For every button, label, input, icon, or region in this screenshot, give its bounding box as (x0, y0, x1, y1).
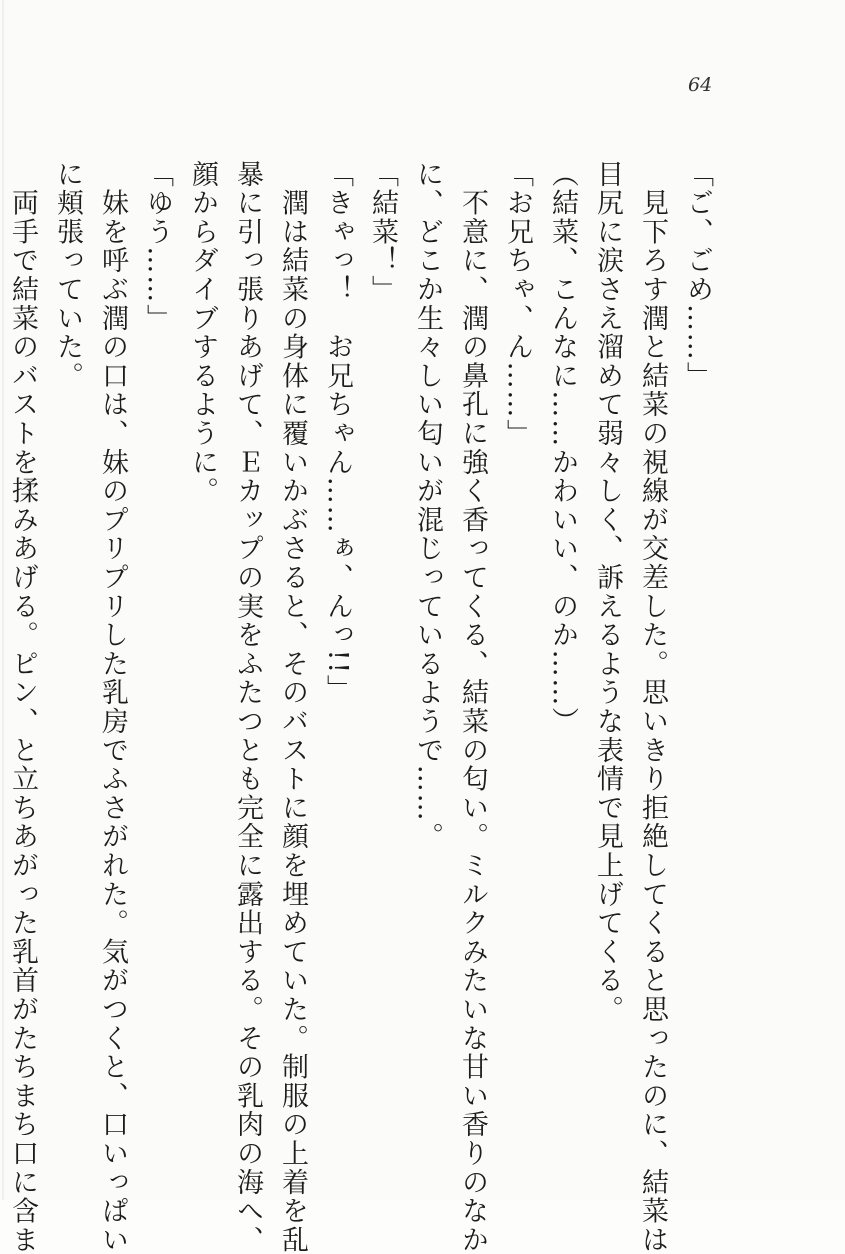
text-line: 「お兄ちゃ、ん……」 (502, 160, 533, 448)
text-line: 不意に、潤の鼻孔に強く香ってくる、結菜の匂い。ミルクみたいな甘い香りのなか (457, 160, 488, 1254)
text-line: 顔からダイブするように。 (187, 160, 218, 506)
vertical-text-body (0, 160, 720, 1254)
text-line: 潤は結菜の身体に覆いかぶさると、そのバストに顔を埋めていた。制服の上着を乱 (277, 160, 308, 1254)
text-line: 見下ろす潤と結菜の視線が交差した。思いきり拒絶してくると思ったのに、結菜は (637, 160, 668, 1254)
text-line: 「結菜！」 (367, 160, 398, 304)
text-line: に、どこか生々しい匂いが混じっているようで……。 (412, 160, 443, 852)
text-line: 両手で結菜のバストを揉みあげる。ピン、と立ちあがった乳首がたちまち口に含ま (7, 160, 38, 1254)
text-line: 「きゃっ！ お兄ちゃん……ぁ、んっ!!」 (322, 160, 353, 704)
page-number: 64 (688, 74, 713, 96)
text-line: 妹を呼ぶ潤の口は、妹のプリプリした乳房でふさがれた。気がつくと、口いっぱい (97, 160, 128, 1254)
text-line: （結菜、こんなに……かわいい、のか……） (547, 160, 578, 736)
text-line: 暴に引っ張りあげて、Ｅカップの実をふたつとも完全に露出する。その乳肉の海へ、 (232, 160, 263, 1254)
text-line: 「ご、ごめ……」 (682, 160, 713, 391)
text-line: 目尻に涙さえ溜めて弱々しく、訴えるような表情で見上げてくる。 (592, 160, 623, 1024)
text-line: に頬張っていた。 (52, 160, 83, 391)
text-line: 「ゆう……」 (142, 160, 173, 333)
